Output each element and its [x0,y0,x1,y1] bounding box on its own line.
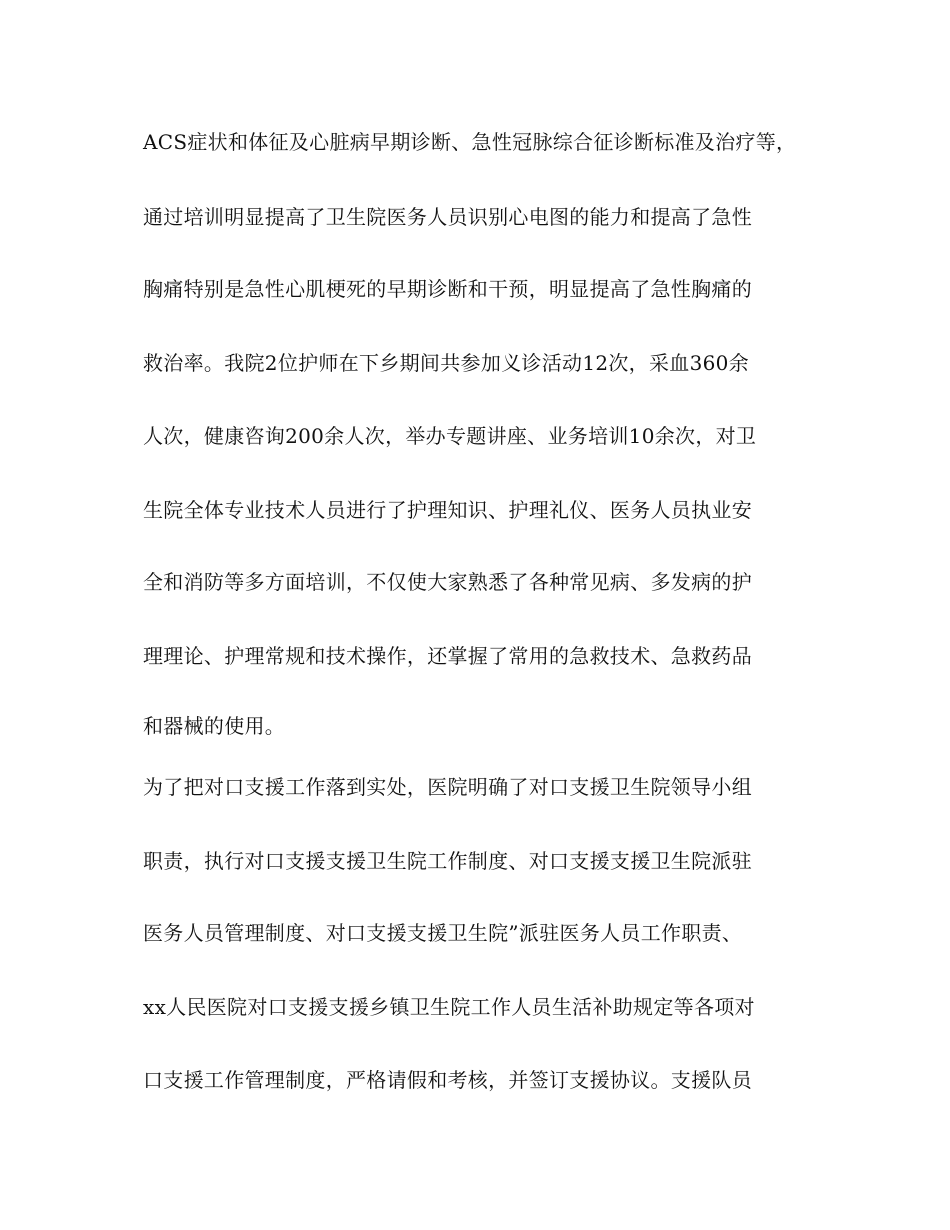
text-line: 全和消防等多方面培训，不仅使大家熟悉了各种常见病、多发病的护 [143,570,752,594]
text-line: 生院全体专业技术人员进行了护理知识、护理礼仪、医务人员执业安 [143,498,752,522]
text-line: 和器械的使用。 [143,714,286,738]
text-line: 理理论、护理常规和技术操作，还掌握了常用的急救技术、急救药品 [143,644,752,668]
text-line: 人次，健康咨询200余人次，举办专题讲座、业务培训10余次，对卫 [143,424,757,448]
text-line: 职责，执行对口支援支援卫生院工作制度、对口支援支援卫生院派驻 [143,849,752,873]
text-line: xx人民医院对口支援支援乡镇卫生院工作人员生活补助规定等各项对 [143,995,755,1019]
text-line: 通过培训明显提高了卫生院医务人员识别心电图的能力和提高了急性 [143,205,752,229]
text-line: 为了把对口支援工作落到实处，医院明确了对口支援卫生院领导小组 [143,775,752,799]
text-line: ACS症状和体征及心脏病早期诊断、急性冠脉综合征诊断标准及治疗等， [143,130,797,154]
text-line: 救治率。我院2位护师在下乡期间共参加义诊活动12次，采血360余 [143,351,749,375]
text-line: 口支援工作管理制度，严格请假和考核，并签订支援协议。支援队员 [143,1068,752,1092]
text-line: 胸痛特别是急性心肌梗死的早期诊断和干预，明显提高了急性胸痛的 [143,277,752,301]
text-line: 医务人员管理制度、对口支援支援卫生院”派驻医务人员工作职责、 [143,921,743,945]
